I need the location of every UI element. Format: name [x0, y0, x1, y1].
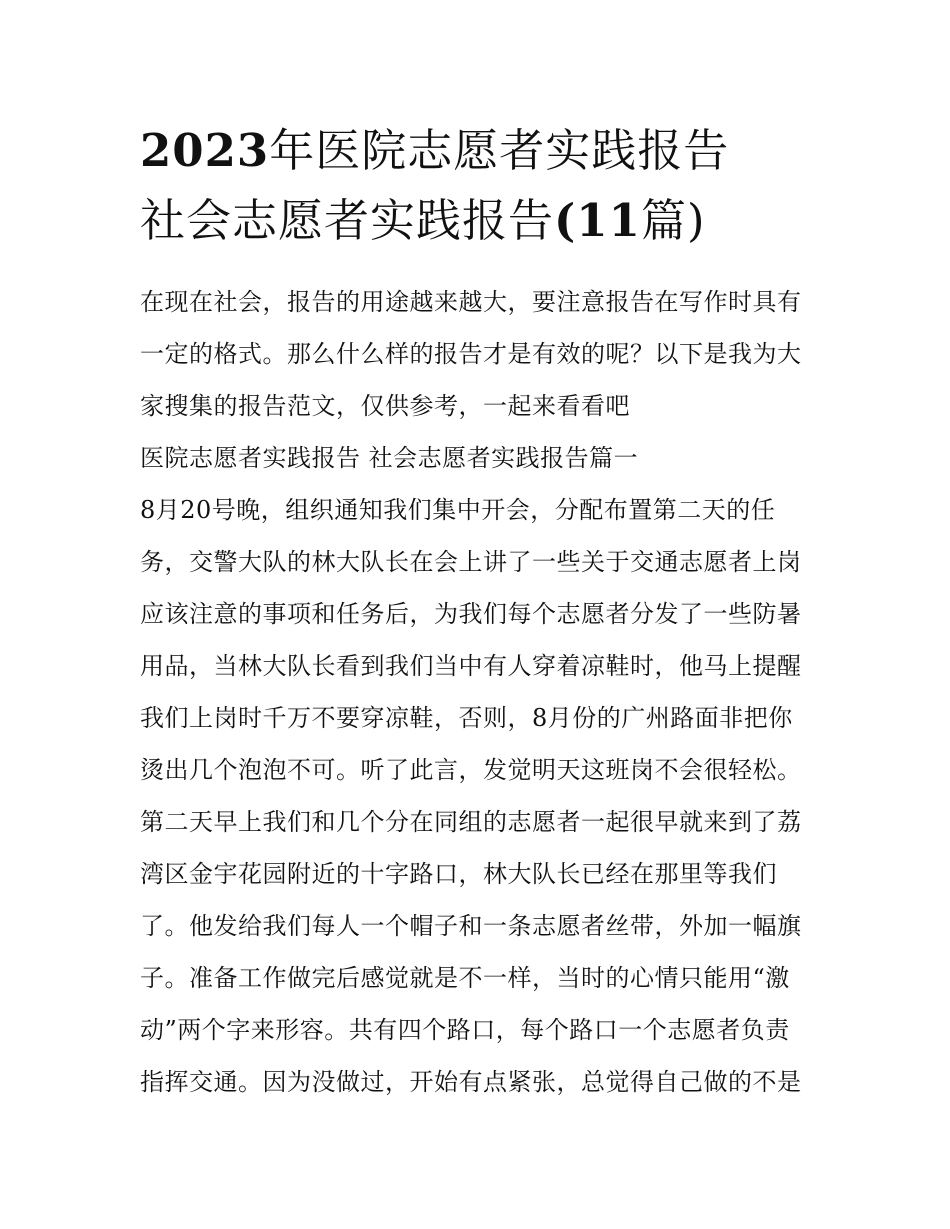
body-line: 子。准备工作做完后感觉就是不一样，当时的心情只能用“激 [140, 964, 790, 992]
body-line: 我们上岗时千万不要穿凉鞋，否则，8月份的广州路面非把你 [140, 704, 793, 732]
body-line: 烫出几个泡泡不可。听了此言，发觉明天这班岗不会很轻松。 [140, 756, 802, 784]
intro-line: 在现在社会，报告的用途越来越大，要注意报告在写作时具有 [140, 288, 802, 316]
title-count: (11 [554, 194, 641, 247]
body-line: 应该注意的事项和任务后，为我们每个志愿者分发了一些防暑 [140, 600, 802, 628]
body-line: 务，交警大队的林大队长在会上讲了一些关于交通志愿者上岗 [140, 548, 802, 576]
title-year: 2023 [140, 124, 270, 177]
intro-line: 家搜集的报告范文，仅供参考，一起来看看吧 [140, 392, 630, 420]
title-line-2 [140, 186, 840, 256]
title-line-2-text: 社会志愿者实践报告 [140, 194, 555, 247]
document-body [140, 276, 812, 1108]
body-line: 指挥交通。因为没做过，开始有点紧张，总觉得自己做的不是 [140, 1068, 802, 1096]
intro-line: 一定的格式。那么什么样的报告才是有效的呢？以下是我为大 [140, 340, 802, 368]
document-title [140, 116, 840, 256]
body-line: 了。他发给我们每人一个帽子和一条志愿者丝带，外加一幅旗 [140, 912, 802, 940]
title-line-2-tail: 篇) [640, 194, 706, 247]
body-line: 8月20号晚，组织通知我们集中开会，分配布置第二天的任 [140, 496, 776, 524]
section-heading: 医院志愿者实践报告 社会志愿者实践报告篇一 [140, 444, 639, 472]
title-line-1 [140, 116, 840, 186]
body-line: 动”两个字来形容。共有四个路口，每个路口一个志愿者负责 [140, 1016, 790, 1044]
body-line: 湾区金宇花园附近的十字路口，林大队长已经在那里等我们 [140, 860, 777, 888]
title-line-1-text: 年医院志愿者实践报告 [269, 124, 730, 177]
body-line: 用品，当林大队长看到我们当中有人穿着凉鞋时，他马上提醒 [140, 652, 802, 680]
body-line: 第二天早上我们和几个分在同组的志愿者一起很早就来到了荔 [140, 808, 802, 836]
